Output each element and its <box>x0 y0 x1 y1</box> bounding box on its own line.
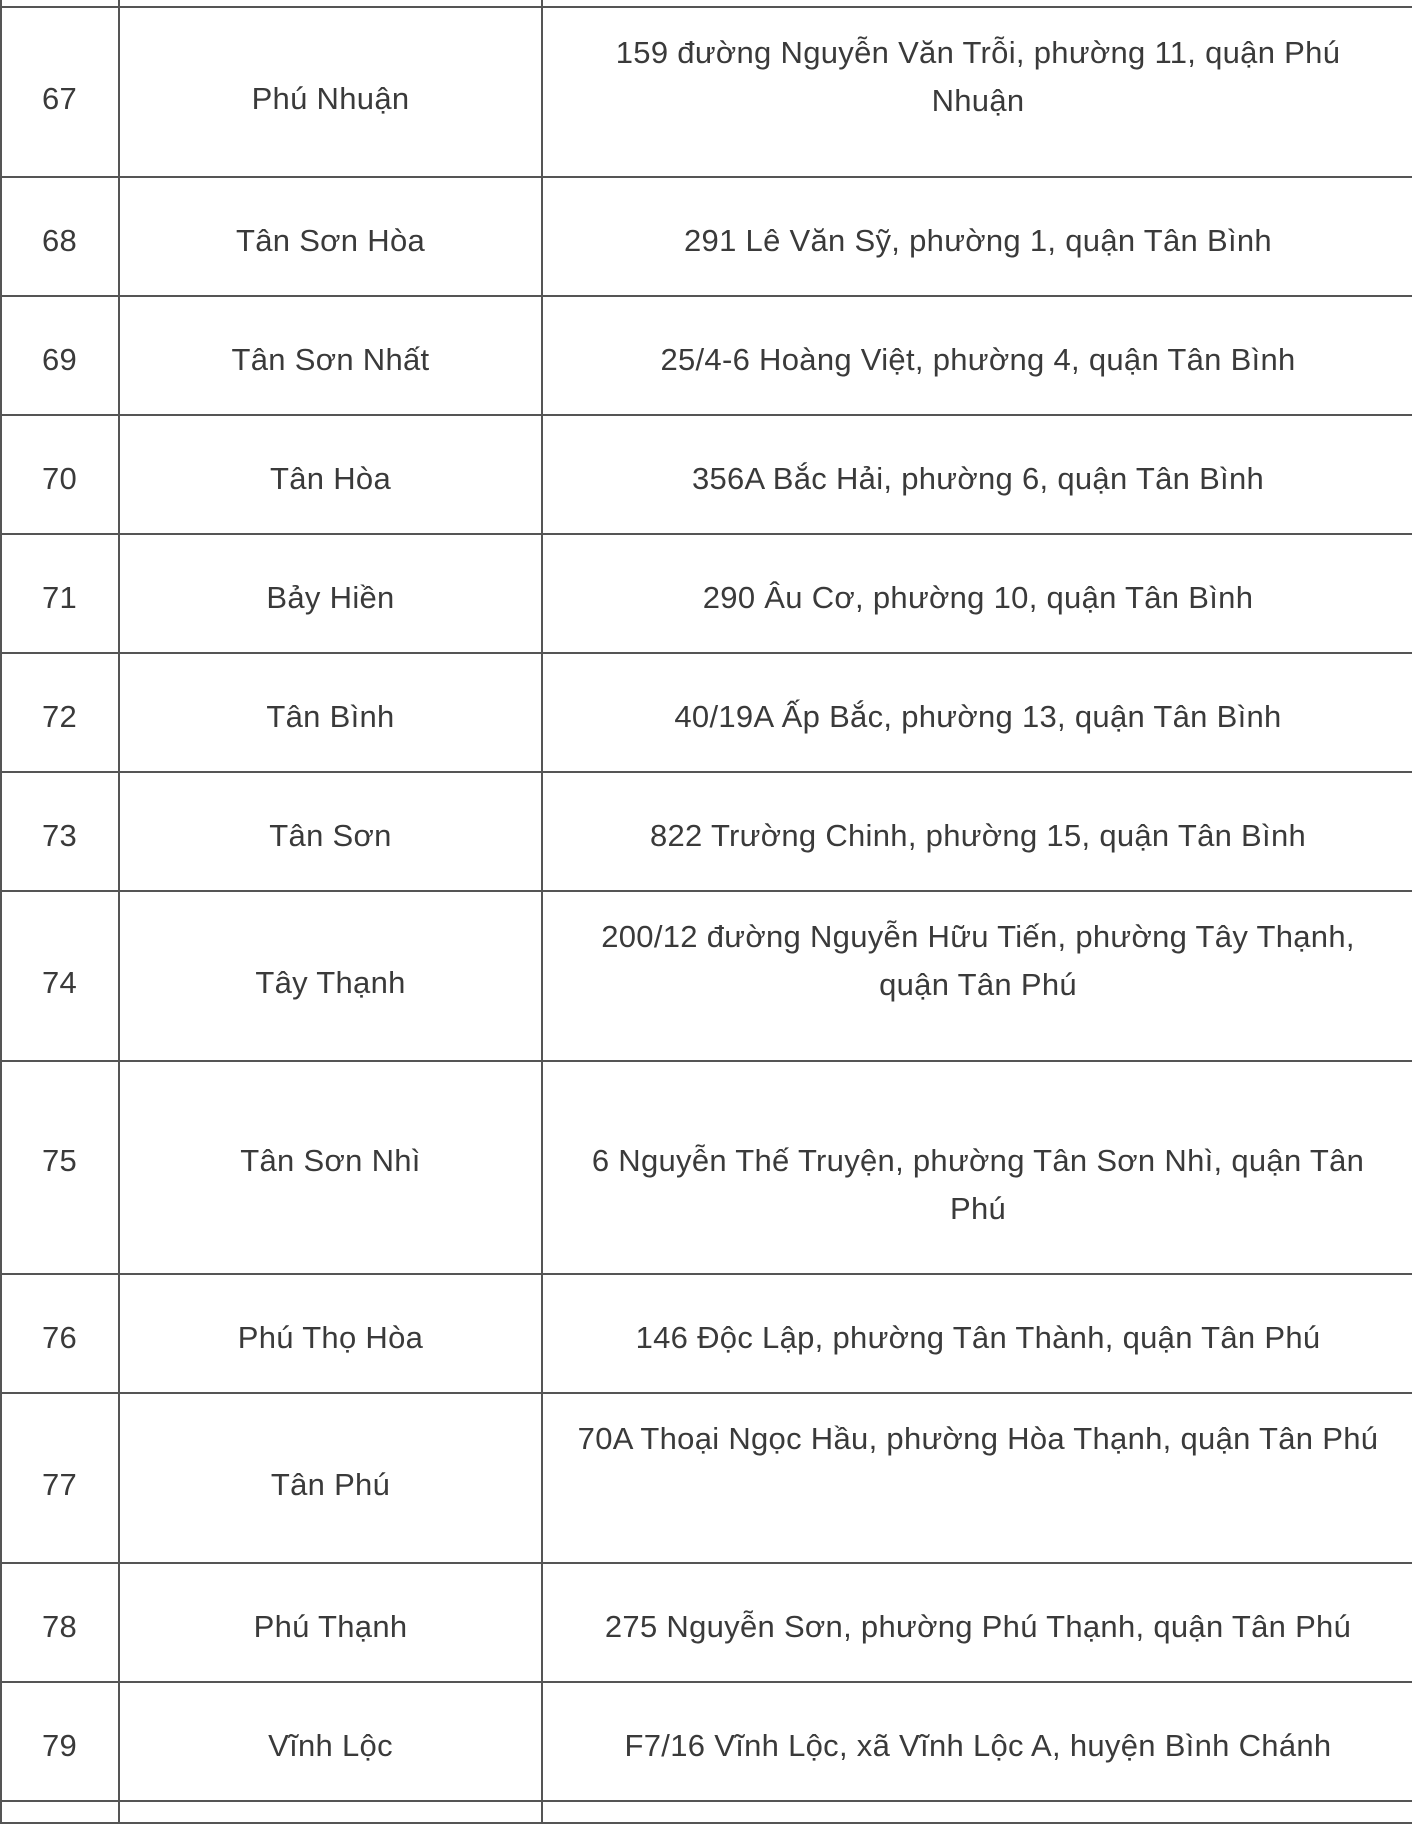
station-address: 70A Thoại Ngọc Hầu, phường Hòa Thạnh, quận Tân Phú <box>577 1421 1379 1456</box>
table-row <box>1 1061 1412 1274</box>
station-name-cell <box>119 891 542 1061</box>
address-cell <box>542 1682 1412 1801</box>
row-number-cell <box>1 7 119 177</box>
row-number-cell <box>1 415 119 534</box>
station-name: Tân Sơn Nhất <box>231 342 430 377</box>
table-row <box>1 296 1412 415</box>
row-number: 72 <box>42 699 78 734</box>
station-name: Tân Phú <box>270 1467 391 1502</box>
station-name: Tân Sơn <box>269 818 392 853</box>
row-number-cell <box>1 1274 119 1393</box>
row-number: 76 <box>42 1320 78 1355</box>
row-number: 79 <box>42 1728 78 1763</box>
address-cell <box>542 1061 1412 1274</box>
table-row <box>1 1274 1412 1393</box>
row-number: 75 <box>42 1143 78 1178</box>
row-number: 78 <box>42 1609 78 1644</box>
station-address: F7/16 Vĩnh Lộc, xã Vĩnh Lộc A, huyện Bình Chánh <box>624 1728 1332 1763</box>
station-name: Phú Thọ Hòa <box>237 1320 424 1355</box>
table-row <box>1 1563 1412 1682</box>
table-row <box>1 415 1412 534</box>
row-number: 69 <box>42 342 78 377</box>
station-name: Tây Thạnh <box>255 965 406 1000</box>
row-number: 77 <box>42 1467 78 1502</box>
address-cell <box>542 7 1412 177</box>
station-name: Bảy Hiền <box>266 580 395 615</box>
address-cell <box>542 653 1412 772</box>
station-address: 275 Nguyễn Sơn, phường Phú Thạnh, quận Tân Phú <box>604 1609 1352 1644</box>
station-name: Phú Nhuận <box>251 81 410 116</box>
station-address: 356A Bắc Hải, phường 6, quận Tân Bình <box>691 461 1265 496</box>
station-name: Tân Hòa <box>270 461 391 496</box>
cell-empty <box>1 1801 119 1823</box>
address-cell <box>542 1563 1412 1682</box>
station-name-cell <box>119 7 542 177</box>
station-name-cell <box>119 653 542 772</box>
station-name-cell <box>119 534 542 653</box>
station-address: 146 Độc Lập, phường Tân Thành, quận Tân Phú <box>635 1320 1321 1355</box>
row-number-cell <box>1 177 119 296</box>
table-row <box>1 1393 1412 1563</box>
station-address: 25/4-6 Hoàng Việt, phường 4, quận Tân Bình <box>660 342 1296 377</box>
row-number: 67 <box>42 81 78 116</box>
station-name-cell <box>119 1563 542 1682</box>
address-cell <box>542 1274 1412 1393</box>
row-number-cell <box>1 296 119 415</box>
row-number-cell <box>1 653 119 772</box>
station-address: 822 Trường Chinh, phường 15, quận Tân Bình <box>649 818 1307 853</box>
station-name: Phú Thạnh <box>253 1609 408 1644</box>
table-row <box>1 772 1412 891</box>
row-number-cell <box>1 1393 119 1563</box>
address-cell <box>542 534 1412 653</box>
table-row <box>1 653 1412 772</box>
row-number: 73 <box>42 818 78 853</box>
station-name-cell <box>119 772 542 891</box>
table-row-partial-bottom <box>1 1801 1412 1823</box>
table-row-partial-top <box>1 0 1412 7</box>
cell-empty <box>119 0 542 7</box>
station-name: Tân Sơn Nhì <box>240 1143 421 1178</box>
table-row <box>1 534 1412 653</box>
station-name: Tân Bình <box>266 699 395 734</box>
table-row <box>1 1682 1412 1801</box>
station-name-cell <box>119 1393 542 1563</box>
address-cell <box>542 1393 1412 1563</box>
station-address: 291 Lê Văn Sỹ, phường 1, quận Tân Bình <box>684 223 1272 258</box>
station-address: 290 Âu Cơ, phường 10, quận Tân Bình <box>702 580 1254 615</box>
row-number: 70 <box>42 461 78 496</box>
address-cell <box>542 296 1412 415</box>
row-number-cell <box>1 534 119 653</box>
station-name-cell <box>119 1682 542 1801</box>
cell-empty <box>542 1801 1412 1823</box>
row-number-cell <box>1 1061 119 1274</box>
table-row <box>1 177 1412 296</box>
station-address: 40/19A Ấp Bắc, phường 13, quận Tân Bình <box>674 699 1282 734</box>
cell-empty <box>1 0 119 7</box>
station-name: Tân Sơn Hòa <box>235 223 426 258</box>
table-row <box>1 7 1412 177</box>
station-address: 200/12 đường Nguyễn Hữu Tiến, phường Tây Thạnh, quận Tân Phú <box>601 919 1355 1002</box>
station-name-cell <box>119 177 542 296</box>
row-number-cell <box>1 772 119 891</box>
station-address: 159 đường Nguyễn Văn Trỗi, phường 11, quận Phú Nhuận <box>615 35 1341 118</box>
station-name: Vĩnh Lộc <box>268 1728 393 1763</box>
station-name-cell <box>119 415 542 534</box>
row-number: 71 <box>42 580 78 615</box>
address-cell <box>542 177 1412 296</box>
cell-empty <box>542 0 1412 7</box>
station-name-cell <box>119 1061 542 1274</box>
station-name-cell <box>119 1274 542 1393</box>
row-number-cell <box>1 1682 119 1801</box>
station-name-cell <box>119 296 542 415</box>
address-cell <box>542 415 1412 534</box>
address-cell <box>542 891 1412 1061</box>
row-number-cell <box>1 891 119 1061</box>
station-address: 6 Nguyễn Thế Truyện, phường Tân Sơn Nhì, quận Tân Phú <box>591 1143 1365 1226</box>
table-row <box>1 891 1412 1061</box>
cell-empty <box>119 1801 542 1823</box>
row-number-cell <box>1 1563 119 1682</box>
row-number: 74 <box>42 965 78 1000</box>
address-cell <box>542 772 1412 891</box>
row-number: 68 <box>42 223 78 258</box>
